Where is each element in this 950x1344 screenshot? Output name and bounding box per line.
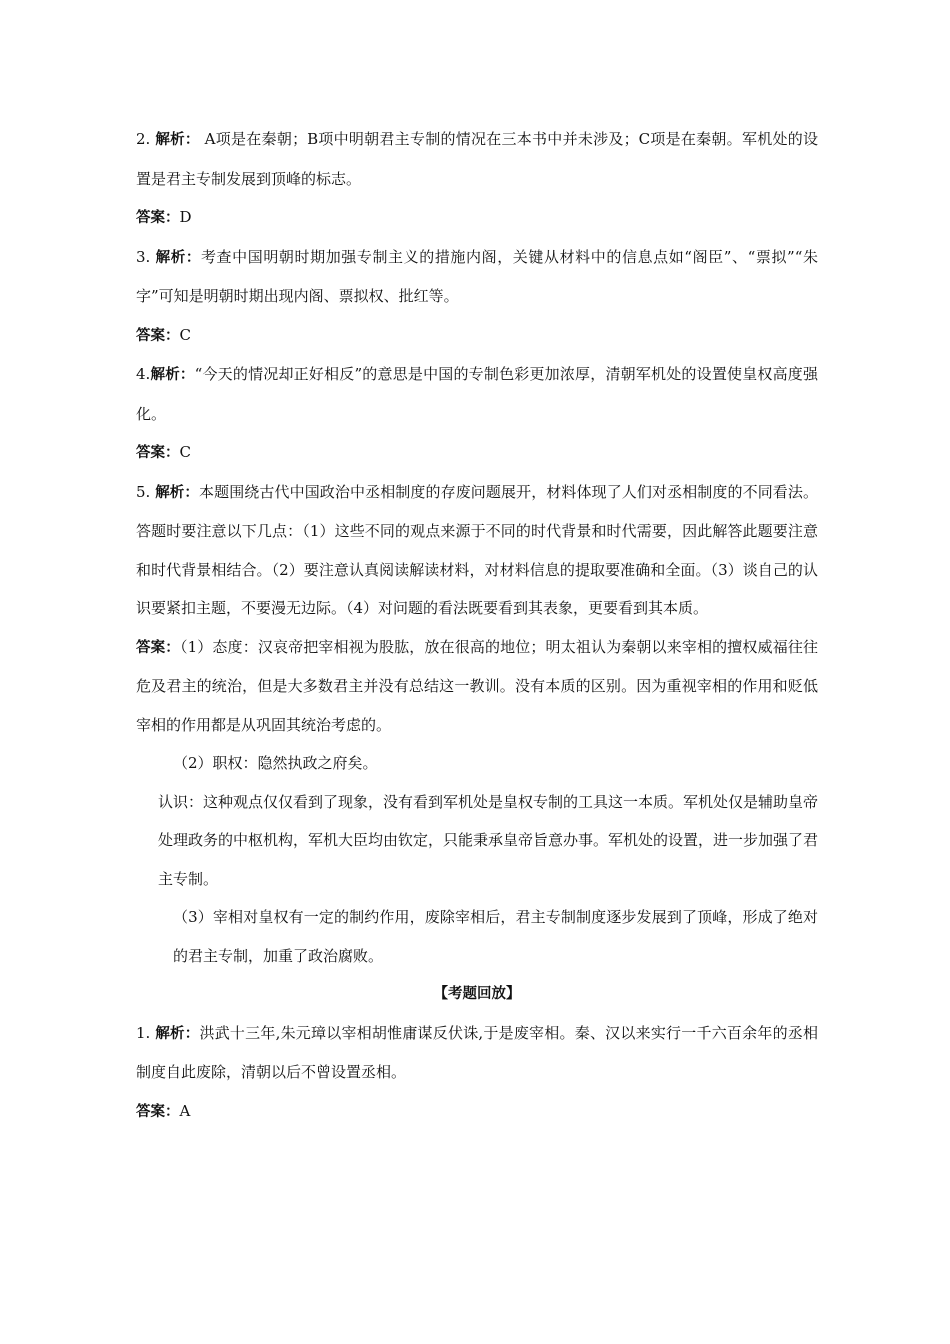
analysis-label: 解析： xyxy=(150,367,195,383)
review-question-1 xyxy=(136,1014,818,1132)
answer-value: C xyxy=(179,443,191,461)
answer-value: A xyxy=(179,1101,191,1120)
answer-label: 答案： xyxy=(136,639,180,656)
analysis-text: 洪武十三年,朱元璋以宰相胡惟庸谋反伏诛,于是废宰相。秦、汉以来实行一千六百余年的丞相制度自此废除，清朝以后不曾设置丞相。 xyxy=(136,1023,819,1081)
answer-label: 答案： xyxy=(136,445,180,461)
analysis-label: 解析： xyxy=(155,132,200,148)
answer-part-2-understanding: 认识：这种观点仅仅看到了现象，没有看到军机处是皇权专制的工具这一本质。军机处仅是辅助皇帝处理政务的中枢机构，军机大臣均由钦定，只能秉承皇帝旨意办事。军机处的设置，进一步加强了君主专制。 xyxy=(158,792,819,888)
analysis-paragraph xyxy=(136,355,818,433)
answer-part-2: （2）职权：隐然执政之府矣。 xyxy=(173,754,378,772)
question-4 xyxy=(136,355,818,473)
analysis-text: 本题围绕古代中国政治中丞相制度的存废问题展开，材料体现了人们对丞相制度的不同看法。答题时要注意以下几点：（1）这些不同的观点来源于不同的时代背景和时代需要，因此解答此题要注意和时代背景相结合。（2）要注意认真阅读解读材料，对材料信息的提取要准确和全面。（3）谈自己的认识要紧扣主题，不要漫无边际。（4）对问题的看法既要看到其表象，更要看到其本质。 xyxy=(136,482,818,617)
question-number: 4. xyxy=(136,365,151,383)
question-2 xyxy=(136,120,818,238)
answer-line xyxy=(136,1092,818,1132)
question-number: 3. xyxy=(136,247,156,266)
answer-label: 答案： xyxy=(136,210,180,226)
analysis-text: 考查中国明朝时期加强专制主义的措施内阁，关键从材料中的信息点如“阁臣”、“票拟”“朱字”可知是明朝时期出现内阁、票拟权、批红等。 xyxy=(136,247,818,305)
answer-part-1 xyxy=(136,628,818,745)
answer-label: 答案： xyxy=(136,327,180,344)
analysis-label: 解析： xyxy=(155,249,201,266)
answer-line xyxy=(136,433,818,473)
analysis-label: 解析： xyxy=(155,484,199,501)
answer-line xyxy=(136,316,818,356)
analysis-text: “今天的情况却正好相反”的意思是中国的专制色彩更加浓厚，清朝军机处的设置使皇权高度强化。 xyxy=(136,365,819,423)
analysis-text: A项是在秦朝；B项中明朝君主专制的情况在三本书中并未涉及；C项是在秦朝。军机处的设置是君主专制发展到顶峰的标志。 xyxy=(136,130,818,188)
question-number: 1. xyxy=(136,1023,156,1042)
analysis-paragraph xyxy=(136,1014,818,1092)
question-number: 2. xyxy=(136,130,156,148)
answer-part-3: （3）宰相对皇权有一定的制约作用，废除宰相后，君主专制制度逐步发展到了顶峰，形成了绝对的君主专制，加重了政治腐败。 xyxy=(173,908,818,965)
question-5 xyxy=(136,473,818,976)
analysis-paragraph xyxy=(136,120,818,198)
question-3 xyxy=(136,238,818,356)
answer-value: （1）态度：汉哀帝把宰相视为股肱，放在很高的地位；明太祖认为秦朝以来宰相的擅权威福往往危及君主的统治，但是大多数君主并没有总结这一教训。没有本质的区别。因为重视宰相的作用和贬低宰相的作用都是从巩固其统治考虑的。 xyxy=(136,637,818,734)
section-heading: 【考题回放】 xyxy=(433,986,521,1002)
answer-value: D xyxy=(179,208,192,226)
analysis-paragraph xyxy=(136,238,818,316)
answer-line xyxy=(136,198,818,238)
question-number: 5. xyxy=(136,482,156,501)
analysis-label: 解析： xyxy=(155,1025,200,1042)
answer-label: 答案： xyxy=(136,1103,180,1120)
analysis-paragraph xyxy=(136,473,818,628)
answer-value: C xyxy=(179,325,191,344)
